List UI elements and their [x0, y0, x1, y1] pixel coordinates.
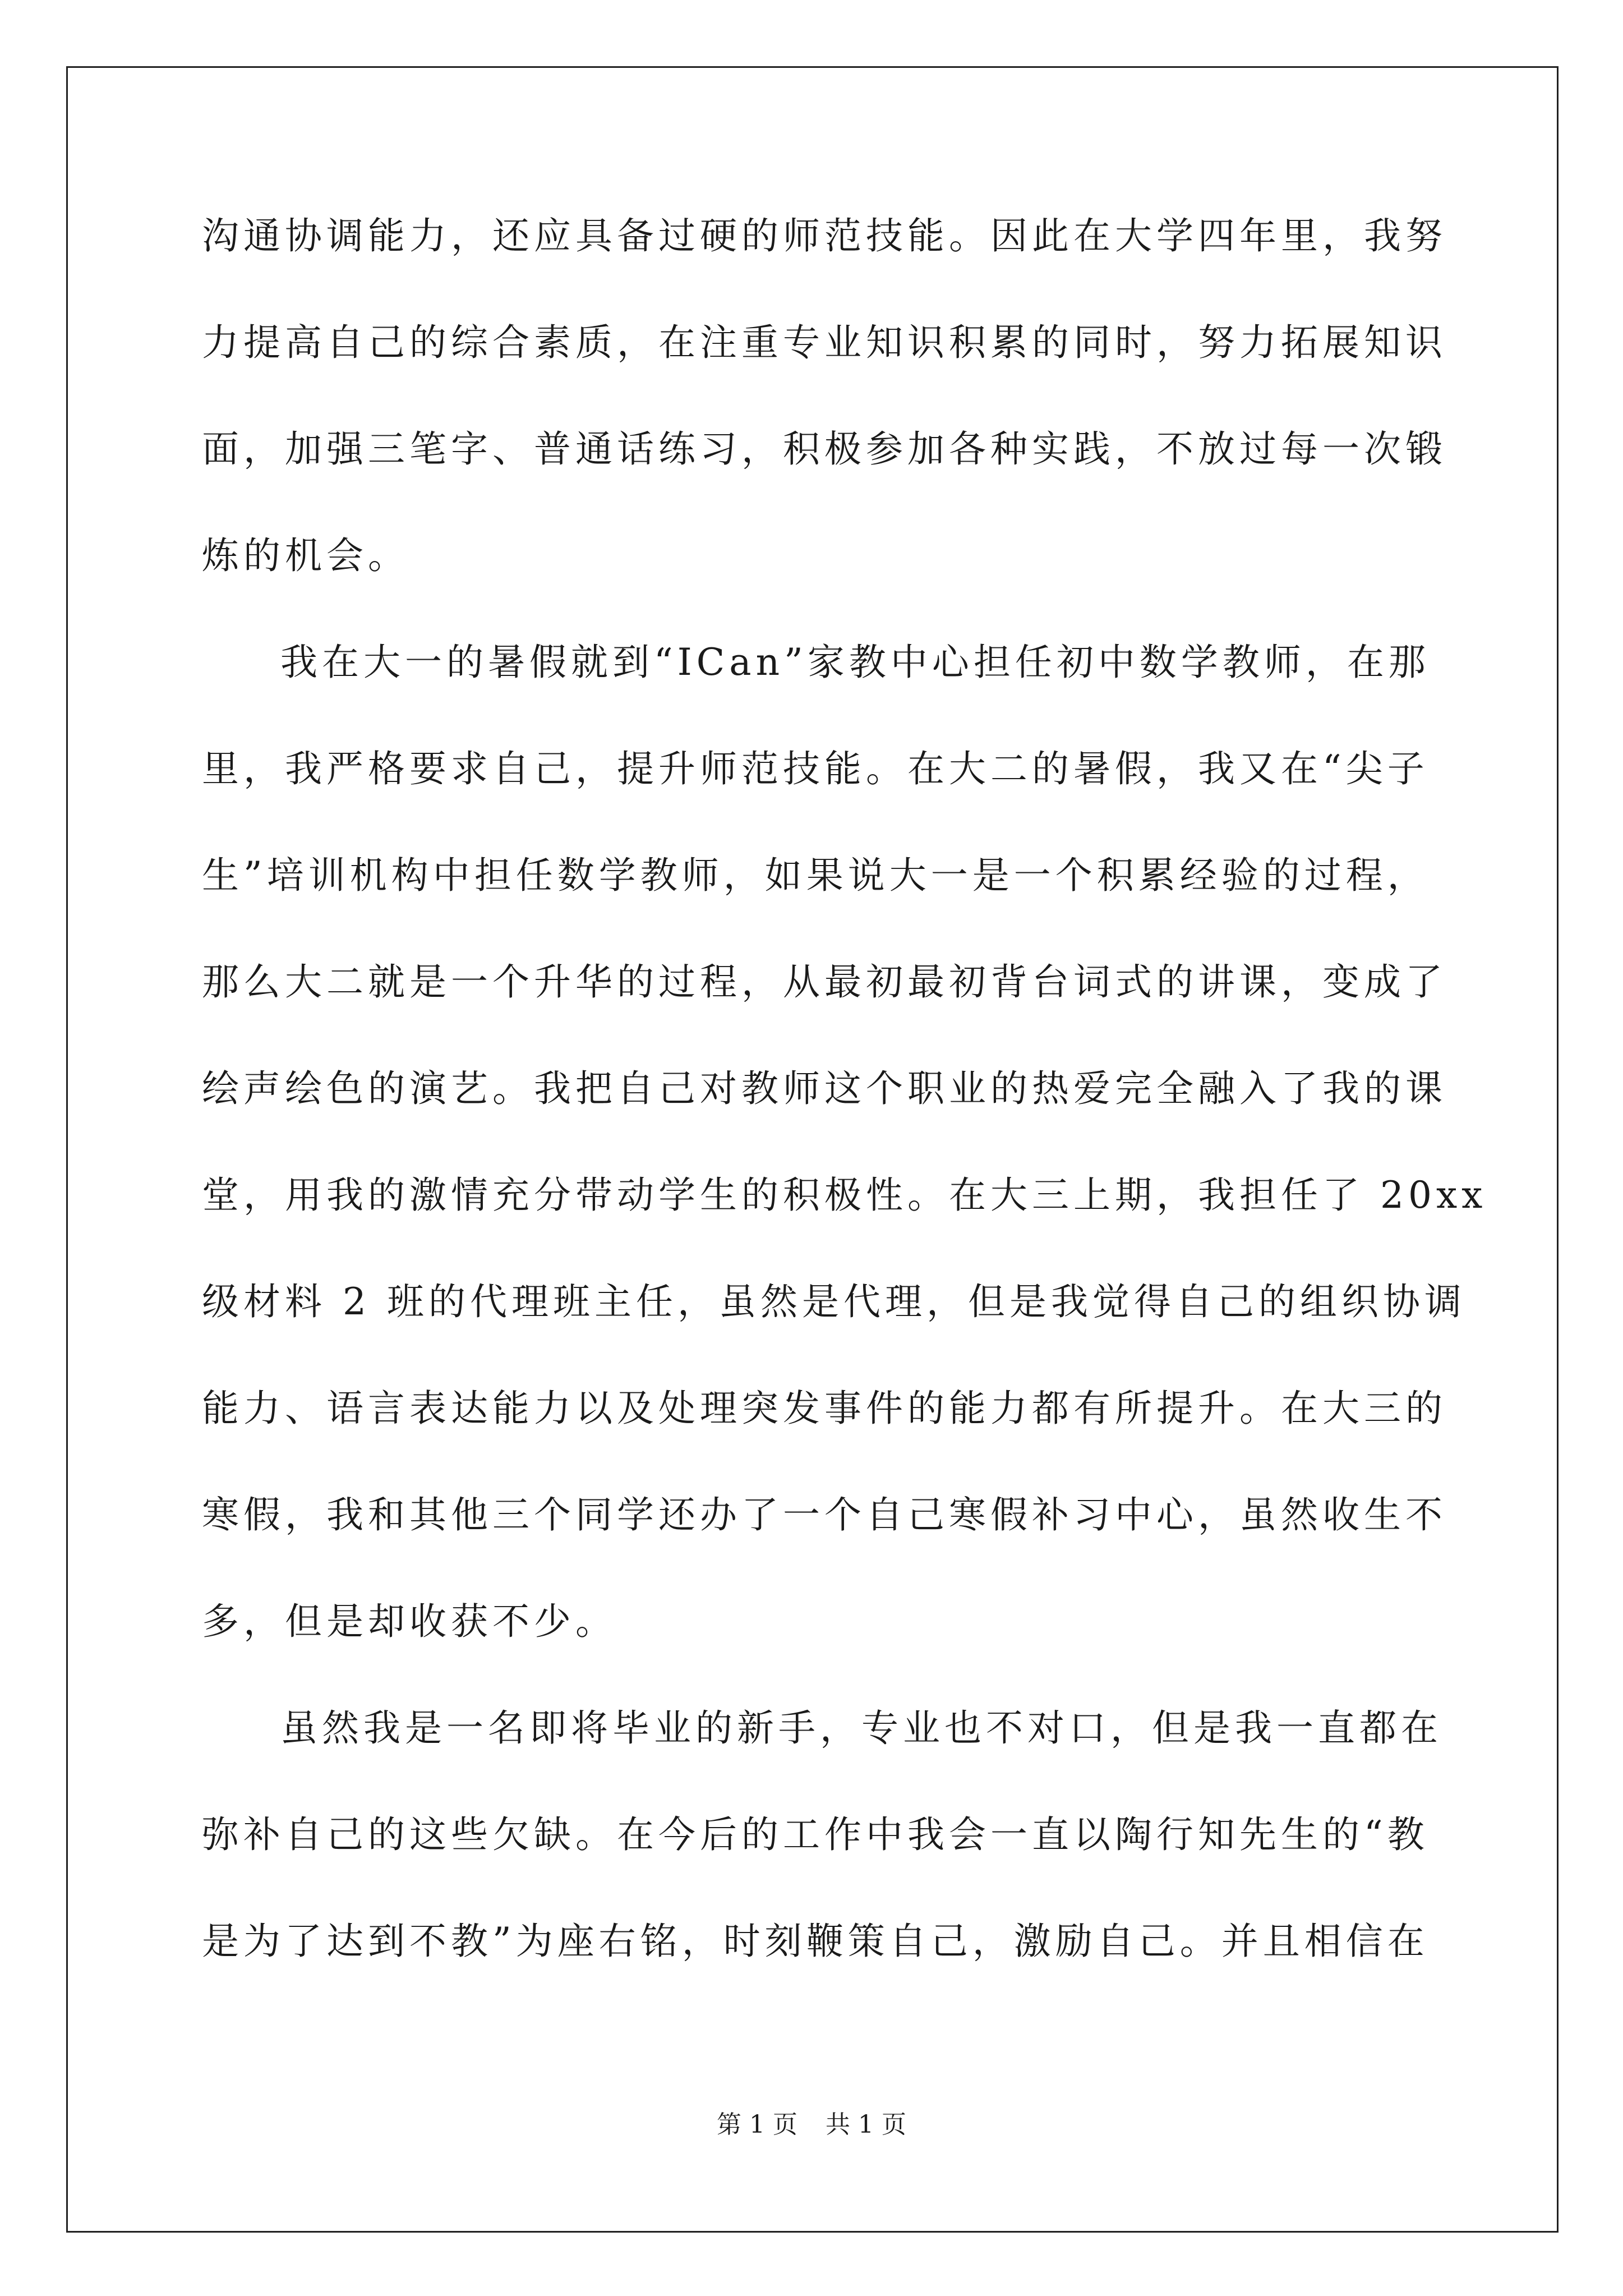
text-line: 里，我严格要求自己，提升师范技能。在大二的暑假，我又在“尖子 [202, 747, 1429, 790]
text-line: 那么大二就是一个升华的过程，从最初最初背台词式的讲课，变成了 [202, 960, 1447, 1004]
text-line: 生”培训机构中担任数学教师，如果说大一是一个积累经验的过程， [202, 854, 1429, 897]
document-body [202, 210, 1487, 2022]
text-line: 能力、语言表达能力以及处理突发事件的能力都有所提升。在大三的 [202, 1387, 1447, 1430]
page-total: 共 1 页 [826, 2110, 906, 2139]
text-line: 堂，用我的激情充分带动学生的积极性。在大三上期，我担任了 20xx [202, 1174, 1487, 1217]
paragraph-first-line: 虽然我是一名即将毕业的新手，专业也不对口，但是我一直都在 [280, 1706, 1442, 1750]
text-line: 沟通协调能力，还应具备过硬的师范技能。因此在大学四年里，我努 [202, 214, 1447, 257]
text-line: 力提高自己的综合素质，在注重专业知识积累的同时，努力拓展知识 [202, 321, 1447, 364]
text-line: 寒假，我和其他三个同学还办了一个自己寒假补习中心，虽然收生不 [202, 1493, 1447, 1536]
text-line: 绘声绘色的演艺。我把自己对教师这个职业的热爱完全融入了我的课 [202, 1067, 1447, 1110]
text-line: 多，但是却收获不少。 [202, 1600, 617, 1643]
text-line: 炼的机会。 [202, 534, 409, 577]
text-line: 是为了达到不教”为座右铭，时刻鞭策自己，激励自己。并且相信在 [202, 1920, 1429, 1963]
text-line: 弥补自己的这些欠缺。在今后的工作中我会一直以陶行知先生的“教 [202, 1813, 1429, 1856]
paragraph-first-line: 我在大一的暑假就到“ICan”家教中心担任初中数学教师，在那 [280, 641, 1430, 684]
page-footer [0, 2108, 1623, 2142]
text-line: 面，加强三笔字、普通话练习，积极参加各种实践，不放过每一次锻 [202, 427, 1447, 471]
text-line: 级材料 2 班的代理班主任，虽然是代理，但是我觉得自己的组织协调 [202, 1280, 1466, 1323]
page-number: 第 1 页 [717, 2110, 797, 2139]
